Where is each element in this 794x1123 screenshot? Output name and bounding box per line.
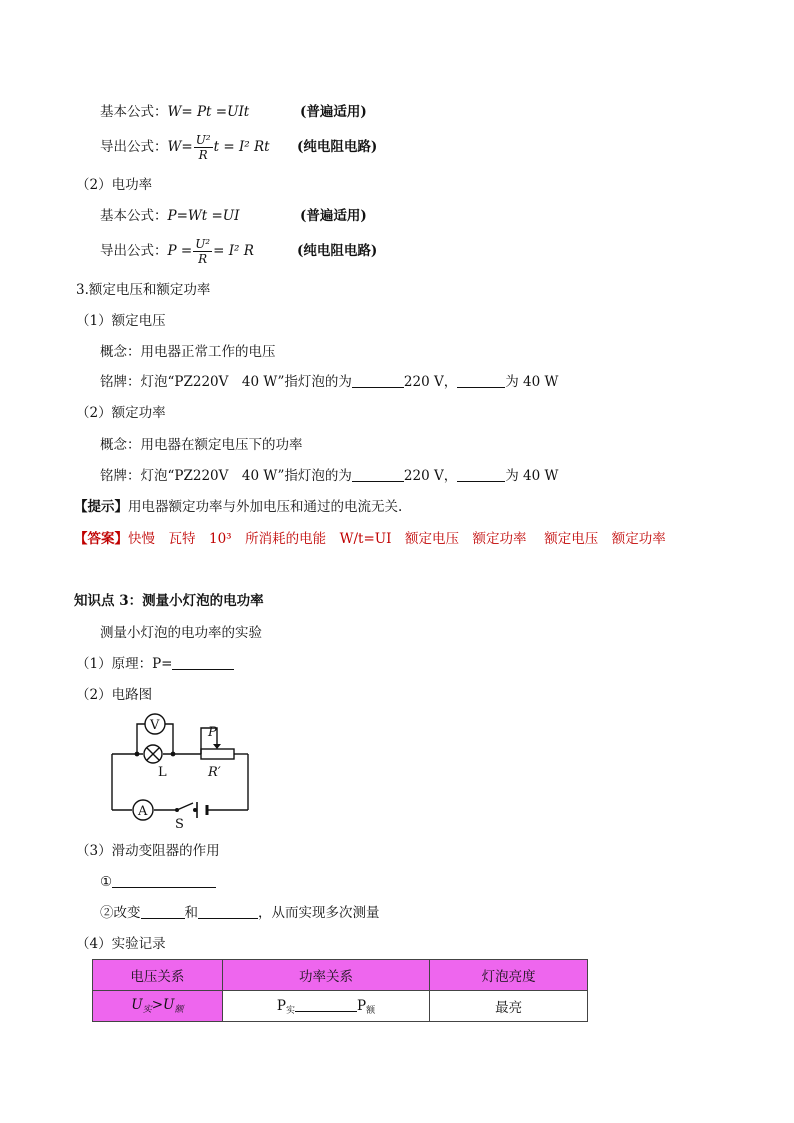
u-sub-rated: 额: [174, 1005, 184, 1015]
w-derived-label: 导出公式：: [100, 139, 168, 155]
w-derived-fraction: [194, 133, 213, 162]
tip-line: [74, 498, 402, 516]
slider-label: P: [208, 725, 217, 740]
answer-text: 快慢 瓦特 10³ 所消耗的电能 W/t=UI 额定电压 额定功率 额定电压 额定功率: [128, 531, 666, 547]
p-derived-prefix: P =: [167, 243, 193, 259]
p-derived-formula: [100, 234, 254, 268]
header-voltage: 电压关系: [93, 960, 223, 991]
record-heading: （4）实验记录: [76, 936, 166, 952]
w-derived-note: (纯电阻电路): [297, 139, 378, 155]
p-sub-rated: 额: [366, 1005, 376, 1016]
cell-brightness: 最亮: [430, 991, 588, 1022]
fraction-denominator: R: [198, 147, 208, 162]
blank-line[interactable]: [112, 873, 216, 888]
rated-power-concept: 概念：用电器在额定电压下的功率: [100, 437, 303, 453]
item-text-c: ，从而实现多次测量: [258, 905, 380, 921]
plate-text-b: 220 V，: [403, 468, 458, 484]
experiment-title: 测量小灯泡的电功率的实验: [100, 625, 262, 641]
p-basic-note: (普遍适用): [300, 208, 367, 224]
plate-text-a: 铭牌：灯泡“PZ220V 40 W”指灯泡的为: [100, 468, 352, 484]
p-basic-formula: [100, 207, 240, 225]
rheostat-item-2: [100, 904, 380, 922]
p-derived-label: 导出公式：: [100, 243, 168, 259]
rated-voltage-plate: [100, 373, 558, 391]
fraction-numerator: U²: [195, 132, 211, 147]
tip-text: 用电器额定功率与外加电压和通过的电流无关.: [128, 499, 403, 515]
p-basic-label: 基本公式：: [100, 208, 168, 224]
blank-line[interactable]: [198, 904, 258, 919]
p-basic-expr: P=Wt =UI: [167, 208, 240, 224]
tip-tag: 【提示】: [74, 499, 128, 515]
p-derived-fraction: [193, 237, 212, 266]
cell-power-relation: [222, 991, 430, 1022]
u-sub-actual: 实: [142, 1005, 152, 1015]
p-sub-actual: 实: [286, 1005, 296, 1016]
principle-text: （1）原理：P=: [76, 656, 173, 672]
w-basic-label: 基本公式：: [100, 104, 168, 120]
table-row: [93, 991, 588, 1022]
rated-power-plate: [100, 467, 558, 485]
fraction-numerator: U²: [195, 236, 211, 251]
blank-line[interactable]: [172, 655, 234, 670]
blank-line[interactable]: [141, 904, 185, 919]
u-symbol: U: [131, 997, 143, 1013]
plate-text-c: 为 40 W: [505, 468, 559, 484]
p-symbol: P: [276, 997, 287, 1014]
u-compare: >U: [151, 997, 175, 1013]
blank-line[interactable]: [352, 467, 404, 482]
rheostat-heading: （3）滑动变阻器的作用: [76, 843, 220, 859]
w-derived-formula: [100, 130, 270, 164]
blank-line[interactable]: [352, 373, 404, 388]
record-table: [92, 959, 588, 1022]
switch-label: S: [175, 817, 184, 830]
blank-line[interactable]: [295, 997, 357, 1012]
rated-voltage-concept: 概念：用电器正常工作的电压: [100, 344, 276, 360]
principle-line: [76, 655, 234, 673]
lamp-label: L: [158, 765, 167, 780]
answer-line: [74, 530, 666, 548]
item-marker: ①: [100, 874, 113, 890]
p-derived-note: (纯电阻电路): [297, 243, 378, 259]
p-derived-suffix: = I² R: [213, 243, 254, 259]
p-symbol: P: [357, 997, 367, 1014]
ammeter-label: A: [138, 804, 148, 819]
header-brightness: 灯泡亮度: [430, 960, 588, 991]
rheostat-label: R′: [208, 765, 221, 780]
blank-line[interactable]: [457, 467, 505, 482]
w-derived-prefix: W=: [167, 139, 193, 155]
rheostat-symbol: [201, 749, 234, 759]
fraction-denominator: R: [198, 251, 208, 266]
rated-heading: 3.额定电压和额定功率: [76, 282, 211, 298]
w-derived-suffix: t = I² Rt: [213, 139, 270, 155]
voltmeter-label: V: [150, 718, 160, 733]
circuit-heading: （2）电路图: [76, 687, 153, 703]
circuit-diagram: [105, 712, 260, 830]
w-basic-expr: W= Pt =UIt: [167, 104, 250, 120]
p-heading: （2）电功率: [76, 177, 153, 193]
item-text-a: ②改变: [100, 905, 141, 921]
plate-text-b: 220 V，: [403, 374, 458, 390]
rated-voltage-heading: （1）额定电压: [76, 313, 166, 329]
w-basic-note: (普遍适用): [300, 104, 367, 120]
rheostat-item-1: [100, 873, 216, 891]
w-basic-formula: [100, 103, 249, 121]
header-power: 功率关系: [222, 960, 430, 991]
table-header-row: [93, 960, 588, 991]
plate-text-c: 为 40 W: [505, 374, 559, 390]
answer-tag: 【答案】: [74, 531, 128, 547]
blank-line[interactable]: [457, 373, 505, 388]
cell-voltage-relation: [93, 991, 223, 1022]
knowledge3-title: 知识点 3：测量小灯泡的电功率: [74, 593, 264, 609]
plate-text-a: 铭牌：灯泡“PZ220V 40 W”指灯泡的为: [100, 374, 352, 390]
rated-power-heading: （2）额定功率: [76, 405, 166, 421]
item-text-b: 和: [184, 905, 198, 921]
